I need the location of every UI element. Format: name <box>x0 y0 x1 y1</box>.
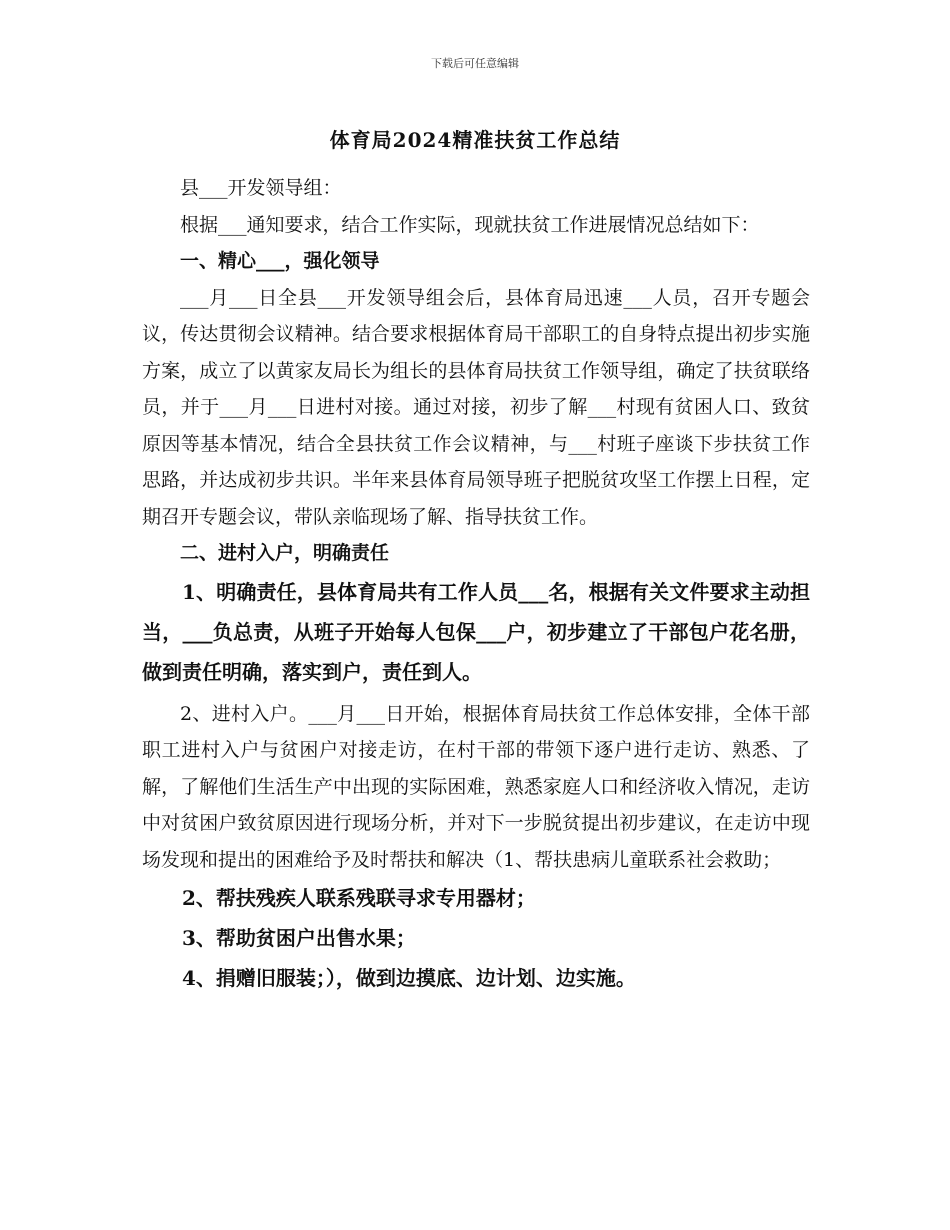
item-1-paragraph: 1、明确责任，县体育局共有工作人员___名，根据有关文件要求主动担当，___负总责，从班子开始每人包保___户，初步建立了干部包户花名册，做到责任明确，落实到户，责任到人。 <box>142 579 810 684</box>
intro-paragraph: 根据___通知要求，结合工作实际，现就扶贫工作进展情况总结如下： <box>180 213 760 236</box>
section-1-paragraph: ___月___日全县___开发领导组会后，县体育局迅速___人员，召开专题会议，传达贯彻会议精神。结合要求根据体育局干部职工的自身特点提出初步实施方案，成立了以黄家友局长为组长的县体育局扶贫工作领导组，确定了扶贫联络员，并于___月___日进村对接。通过对接，初步了解___村现有贫困人口、致贫原因等基本情况，结合全县扶贫工作会议精神，与___村班子座谈下步扶贫工作思路，并达成初步共识。半年来县体育局领导班子把脱贫攻坚工作摆上日程，定期召开专题会议，带队亲临现场了解、指导扶贫工作。 <box>142 286 810 528</box>
header-note: 下载后可任意编辑 <box>431 57 519 70</box>
help-item-3: 3、帮助贫困户出售水果； <box>182 926 416 950</box>
help-item-4: 4、捐赠旧服装；），做到边摸底、边计划、边实施。 <box>182 966 636 990</box>
item-2-paragraph: 2、进村入户。___月___日开始，根据体育局扶贫工作总体安排，全体干部职工进村入户与贫困户对接走访，在村干部的带领下逐户进行走访、熟悉、了解，了解他们生活生产中出现的实际困难，熟悉家庭人口和经济收入情况，走访中对贫困户致贫原因进行现场分析，并对下一步脱贫提出初步建议，在走访中现场发现和提出的困难给予及时帮扶和解决（1、帮扶患病儿童联系社会救助； <box>142 702 810 871</box>
section-heading-2: 二、进村入户，明确责任 <box>180 542 390 564</box>
document-title: 体育局2024精准扶贫工作总结 <box>329 128 621 152</box>
section-heading-1: 一、精心___，强化领导 <box>180 250 380 272</box>
salutation: 县___开发领导组： <box>180 177 342 199</box>
document-body <box>142 170 810 998</box>
help-item-2: 2、帮扶残疾人联系残联寻求专用器材； <box>182 886 536 910</box>
